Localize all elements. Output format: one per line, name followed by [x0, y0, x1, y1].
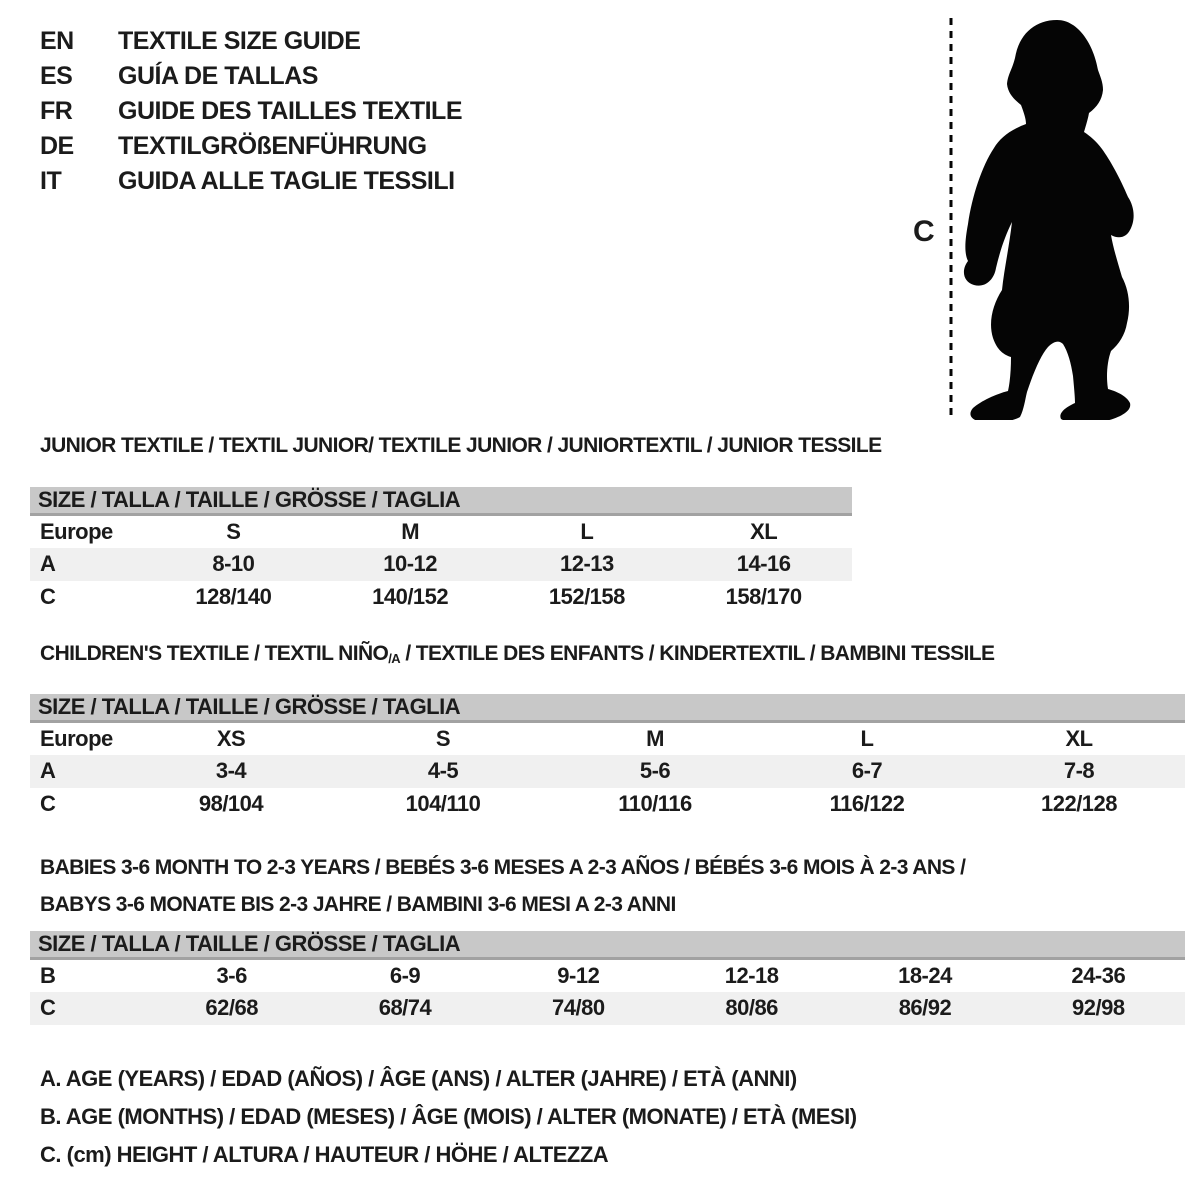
size-cell: 92/98 — [1012, 992, 1185, 1025]
size-cell: 6-7 — [761, 755, 973, 788]
size-cell: 10-12 — [322, 548, 499, 581]
size-cell: XL — [1065, 725, 1093, 751]
size-cell: S — [435, 725, 451, 751]
size-header-label: SIZE / TALLA / TAILLE / GRÖSSE / TAGLIA — [30, 931, 1185, 959]
table-row-height — [30, 788, 1185, 821]
size-cell: L — [860, 725, 874, 751]
language-row-es — [40, 59, 462, 94]
measurement-legend — [40, 1060, 857, 1174]
children-section — [30, 641, 1185, 821]
baby-silhouette-figure — [905, 10, 1155, 420]
size-header-bar — [30, 487, 852, 515]
table-row-europe — [30, 515, 852, 548]
row-label-cell: Europe — [40, 518, 113, 544]
guide-title-es: GUÍA DE TALLAS — [118, 62, 318, 90]
row-label-cell: A — [30, 548, 145, 581]
size-cell: 9-12 — [557, 962, 600, 988]
children-title-suffix: / TEXTILE DES ENFANTS / KINDERTEXTIL / BAMBINI TESSILE — [400, 642, 995, 665]
size-cell: 140/152 — [372, 584, 449, 609]
size-header-label: SIZE / TALLA / TAILLE / GRÖSSE / TAGLIA — [30, 694, 1185, 722]
language-row-it — [40, 164, 462, 199]
size-cell: 24-36 — [1071, 962, 1126, 988]
size-cell: 8-10 — [145, 548, 322, 581]
babies-table — [30, 931, 1185, 1025]
row-label-cell: C — [40, 791, 56, 816]
table-row-age-years — [30, 548, 852, 581]
row-label-cell: C — [30, 992, 145, 1025]
size-cell: 116/122 — [829, 791, 905, 816]
size-cell: M — [401, 518, 420, 544]
size-cell: 158/170 — [725, 584, 802, 609]
legend-line-a: A. AGE (YEARS) / EDAD (AÑOS) / ÂGE (ANS) / ALTER (JAHRE) / ETÀ (ANNI) — [40, 1066, 797, 1091]
size-cell: 12-13 — [499, 548, 676, 581]
language-code: EN — [40, 27, 74, 55]
size-cell: XL — [750, 518, 778, 544]
size-cell: S — [226, 518, 241, 544]
size-cell: 152/158 — [548, 584, 625, 609]
language-row-en — [40, 24, 462, 59]
size-cell: L — [580, 518, 594, 544]
guide-title-fr: GUIDE DES TAILLES TEXTILE — [118, 97, 463, 125]
row-label-cell: B — [40, 962, 56, 988]
baby-silhouette — [964, 20, 1134, 420]
size-cell: 122/128 — [1040, 791, 1118, 816]
table-row-height — [30, 581, 852, 614]
size-cell: 68/74 — [318, 992, 491, 1025]
size-cell: 18-24 — [898, 962, 952, 988]
size-header-bar — [30, 694, 1185, 722]
children-section-title — [40, 641, 1185, 668]
size-cell: 110/116 — [618, 791, 692, 816]
size-cell: 4-5 — [337, 755, 549, 788]
row-label-cell: C — [40, 584, 56, 609]
children-title-prefix: CHILDREN'S TEXTILE / TEXTIL NIÑO — [40, 642, 389, 665]
size-cell: 62/68 — [145, 992, 318, 1025]
language-code: DE — [40, 132, 74, 160]
language-title-list — [40, 24, 462, 199]
size-cell: 3-6 — [216, 962, 247, 988]
guide-title-it: GUIDA ALLE TAGLIE TESSILI — [118, 167, 455, 195]
size-cell: 5-6 — [549, 755, 761, 788]
size-cell: 80/86 — [665, 992, 838, 1025]
legend-line-b: B. AGE (MONTHS) / EDAD (MESES) / ÂGE (MOIS) / ALTER (MONATE) / ETÀ (MESI) — [40, 1104, 857, 1129]
babies-title-line2: BABYS 3-6 MONATE BIS 2-3 JAHRE / BAMBINI 3-6 MESI A 2-3 ANNI — [40, 893, 676, 916]
size-cell: 12-18 — [724, 962, 779, 988]
babies-title-line1: BABIES 3-6 MONTH TO 2-3 YEARS / BEBÉS 3-6 MESES A 2-3 AÑOS / BÉBÉS 3-6 MOIS À 2-3 ANS / — [40, 856, 966, 879]
guide-title-en: TEXTILE SIZE GUIDE — [118, 27, 361, 55]
language-code: ES — [40, 62, 73, 90]
junior-section — [30, 433, 882, 614]
size-cell: 3-4 — [125, 755, 337, 788]
babies-section-title — [40, 849, 1185, 923]
language-code: FR — [40, 97, 73, 125]
size-header-bar — [30, 931, 1185, 959]
table-row-age-months — [30, 959, 1185, 992]
height-marker-label: C — [913, 215, 935, 248]
size-cell: 86/92 — [838, 992, 1011, 1025]
row-label-cell: Europe — [40, 725, 113, 751]
size-cell: 98/104 — [198, 791, 264, 816]
size-cell: 104/110 — [405, 791, 481, 816]
row-label-cell: A — [30, 755, 125, 788]
babies-section — [30, 849, 1185, 1025]
language-row-fr — [40, 94, 462, 129]
size-cell: 128/140 — [195, 584, 272, 609]
language-code: IT — [40, 167, 62, 195]
children-title-sub: /A — [388, 651, 401, 666]
size-cell: 14-16 — [675, 548, 852, 581]
size-cell: 6-9 — [389, 962, 421, 988]
table-row-height — [30, 992, 1185, 1025]
size-cell: M — [646, 725, 664, 751]
language-row-de — [40, 129, 462, 164]
size-cell: 7-8 — [973, 755, 1185, 788]
junior-table — [30, 487, 852, 614]
guide-title-de: TEXTILGRÖßENFÜHRUNG — [118, 132, 427, 160]
table-row-europe — [30, 722, 1185, 755]
children-table — [30, 694, 1185, 821]
legend-line-c: C. (cm) HEIGHT / ALTURA / HAUTEUR / HÖHE / ALTEZZA — [40, 1142, 609, 1167]
table-row-age-years — [30, 755, 1185, 788]
size-cell: XS — [216, 725, 246, 751]
junior-section-title: JUNIOR TEXTILE / TEXTIL JUNIOR/ TEXTILE JUNIOR / JUNIORTEXTIL / JUNIOR TESSILE — [40, 434, 882, 457]
size-cell: 74/80 — [492, 992, 665, 1025]
size-header-label: SIZE / TALLA / TAILLE / GRÖSSE / TAGLIA — [30, 487, 852, 515]
